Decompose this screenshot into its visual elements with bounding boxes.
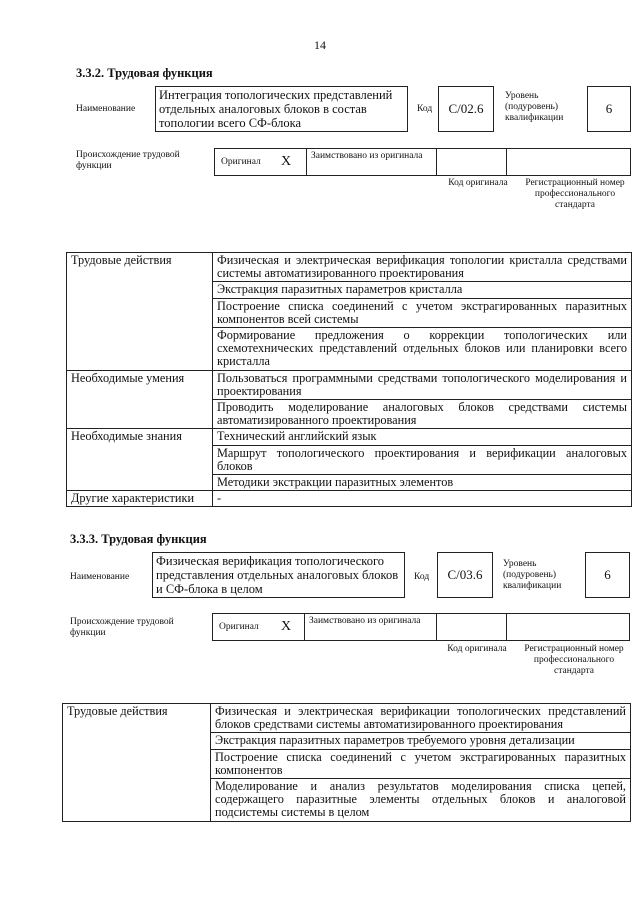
code-label: Код [414,572,430,582]
function-table-1 [66,252,632,507]
table-cell: Построение списка соединений с учетом экстрагированных паразитных компонентов всей системы [213,298,632,327]
row-label: Трудовые действия [63,704,211,822]
original-label: Оригинал [219,622,259,632]
table-cell: Формирование предложения о коррекции топологических или схемотехнических представлений отдельных блоков или планировки всего кристалла [213,328,632,371]
table-cell: - [213,491,632,507]
table-cell: Пользоваться программными средствами топологического моделирования и проектирования [213,370,632,399]
level-label: Уровень (подуровень) квалификации [505,91,564,123]
level-box: 6 [585,552,630,598]
table-cell: Экстракция паразитных параметров требуемого уровня детализации [211,733,631,749]
code-label: Код [417,104,433,114]
original-mark: X [281,154,292,169]
function-table-2 [62,703,631,822]
function-name-box: Интеграция топологических представлений отдельных аналоговых блоков в состав топологии всего СФ-блока [155,86,408,132]
borrowed-cell [305,614,437,640]
code-original-cell [437,149,507,175]
section-title: 3.3.3. Трудовая функция [70,532,207,546]
code-original-caption: Код оригинала [448,178,508,188]
original-label: Оригинал [221,157,261,167]
table-cell: Физическая и электрическая верификация топологии кристалла средствами системы автоматизированного проектирования [213,253,632,282]
code-box: С/02.6 [438,86,494,132]
table-cell: Физическая и электрическая верификации топологических представлений блоков средствами системы автоматизированного проектирования [211,704,631,733]
table-cell: Экстракция паразитных параметров кристалла [213,282,632,298]
original-mark: X [281,619,292,634]
row-label: Другие характеристики [67,491,213,507]
borrowed-cell [307,149,437,175]
table-cell: Построение списка соединений с учетом экстрагированных паразитных компонентов [211,749,631,778]
name-label: Наименование [70,572,130,582]
original-cell [215,149,307,175]
level-label: Уровень (подуровень) квалификации [503,559,562,591]
origin-label: Происхождение трудовой функции [70,617,174,638]
row-label: Необходимые умения [67,370,213,429]
table-cell: Маршрут топологического проектирования и верификации аналоговых блоков [213,445,632,474]
original-cell [213,614,305,640]
section-title: 3.3.2. Трудовая функция [76,66,213,80]
reg-number-caption: Регистрационный номер профессионального стандарта [525,178,625,210]
code-original-cell [437,614,507,640]
code-original-caption: Код оригинала [447,644,507,654]
table-cell: Технический английский язык [213,429,632,445]
origin-row [214,148,631,176]
origin-row [212,613,630,641]
table-cell: Проводить моделирование аналоговых блоков средствами системы автоматизированного проектирования [213,400,632,429]
name-label: Наименование [76,104,136,114]
code-box: С/03.6 [437,552,493,598]
level-box: 6 [587,86,631,132]
function-name-box: Физическая верификация топологического представления отдельных аналоговых блоков и СФ-блока в целом [152,552,405,598]
table-cell: Методики экстракции паразитных элементов [213,475,632,491]
row-label: Трудовые действия [67,253,213,371]
borrowed-label: Заимствовано из оригинала [309,616,421,626]
origin-label: Происхождение трудовой функции [76,150,180,171]
row-label: Необходимые знания [67,429,213,491]
reg-number-cell [507,149,630,175]
borrowed-label: Заимствовано из оригинала [311,151,423,161]
page-number: 14 [314,38,326,52]
table-cell: Моделирование и анализ результатов моделирования списка цепей, содержащего паразитные элементы отдельных блоков и аналоговой подсистемы системы в целом [211,779,631,822]
reg-number-cell [507,614,629,640]
reg-number-caption: Регистрационный номер профессионального стандарта [524,644,624,676]
